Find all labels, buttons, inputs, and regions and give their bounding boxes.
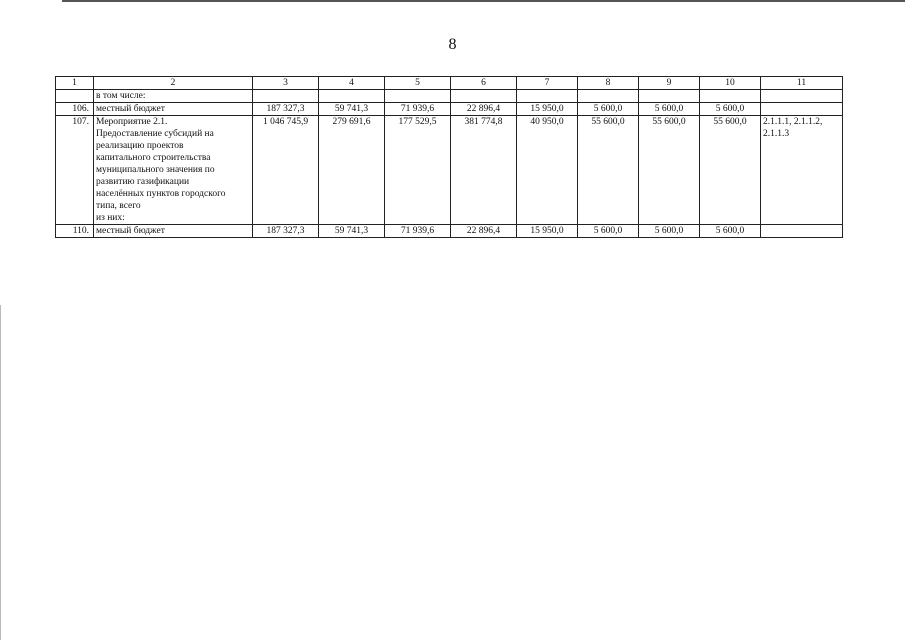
value-cell: 15 950,0 bbox=[517, 103, 578, 116]
value-cell: 59 741,3 bbox=[319, 225, 385, 238]
value-cell: 59 741,3 bbox=[319, 103, 385, 116]
table-row bbox=[56, 116, 843, 225]
row-name-line: капитального строительства bbox=[96, 153, 211, 163]
reference-line: 2.1.1.3 bbox=[763, 129, 790, 139]
scan-edge-line bbox=[0, 305, 1, 640]
subheader-label: в том числе: bbox=[94, 90, 253, 103]
header-cell: 1 bbox=[56, 77, 94, 90]
empty-cell bbox=[639, 90, 700, 103]
header-cell: 10 bbox=[700, 77, 761, 90]
value-cell: 5 600,0 bbox=[578, 225, 639, 238]
header-cell: 7 bbox=[517, 77, 578, 90]
row-name-line: из них: bbox=[96, 213, 125, 223]
value-cell: 40 950,0 bbox=[517, 116, 578, 225]
budget-table bbox=[55, 76, 843, 238]
value-cell: 381 774,8 bbox=[451, 116, 517, 225]
value-cell: 55 600,0 bbox=[578, 116, 639, 225]
row-name-line: местный бюджет bbox=[96, 104, 165, 114]
header-cell: 4 bbox=[319, 77, 385, 90]
value-cell: 22 896,4 bbox=[451, 103, 517, 116]
value-cell: 5 600,0 bbox=[700, 225, 761, 238]
row-number-cell: 107. bbox=[56, 116, 94, 225]
empty-cell bbox=[319, 90, 385, 103]
row-name-line: типа, всего bbox=[96, 201, 141, 211]
row-name-cell bbox=[94, 103, 253, 116]
top-border-line bbox=[62, 0, 905, 2]
header-cell: 8 bbox=[578, 77, 639, 90]
empty-cell bbox=[578, 90, 639, 103]
value-cell: 15 950,0 bbox=[517, 225, 578, 238]
row-name-line: местный бюджет bbox=[96, 226, 165, 236]
empty-cell bbox=[385, 90, 451, 103]
table-row-subheader bbox=[56, 90, 843, 103]
value-cell: 22 896,4 bbox=[451, 225, 517, 238]
header-cell: 11 bbox=[761, 77, 843, 90]
row-name-line: развитию газификации bbox=[96, 177, 190, 187]
row-name-cell bbox=[94, 225, 253, 238]
header-cell: 9 bbox=[639, 77, 700, 90]
empty-cell bbox=[517, 90, 578, 103]
row-number-cell bbox=[56, 90, 94, 103]
value-cell: 177 529,5 bbox=[385, 116, 451, 225]
header-cell: 3 bbox=[253, 77, 319, 90]
reference-cell bbox=[761, 225, 843, 238]
row-name-cell bbox=[94, 116, 253, 225]
value-cell: 5 600,0 bbox=[700, 103, 761, 116]
reference-cell bbox=[761, 103, 843, 116]
row-name-line: Мероприятие 2.1. bbox=[96, 117, 168, 127]
row-name-line: Предоставление субсидий на bbox=[96, 129, 214, 139]
empty-cell bbox=[451, 90, 517, 103]
row-name-line: населённых пунктов городского bbox=[96, 189, 226, 199]
row-name-line: муниципального значения по bbox=[96, 165, 215, 175]
value-cell: 187 327,3 bbox=[253, 225, 319, 238]
header-cell: 6 bbox=[451, 77, 517, 90]
value-cell: 187 327,3 bbox=[253, 103, 319, 116]
empty-cell bbox=[700, 90, 761, 103]
reference-line: 2.1.1.1, 2.1.1.2, bbox=[763, 117, 823, 127]
header-cell: 5 bbox=[385, 77, 451, 90]
value-cell: 55 600,0 bbox=[700, 116, 761, 225]
empty-cell bbox=[761, 90, 843, 103]
value-cell: 1 046 745,9 bbox=[253, 116, 319, 225]
table-row bbox=[56, 103, 843, 116]
table-row bbox=[56, 225, 843, 238]
row-number-cell: 106. bbox=[56, 103, 94, 116]
reference-cell bbox=[761, 116, 843, 225]
value-cell: 71 939,6 bbox=[385, 103, 451, 116]
value-cell: 5 600,0 bbox=[639, 225, 700, 238]
value-cell: 5 600,0 bbox=[639, 103, 700, 116]
value-cell: 55 600,0 bbox=[639, 116, 700, 225]
row-number-cell: 110. bbox=[56, 225, 94, 238]
table-header-row bbox=[56, 77, 843, 90]
page-number: 8 bbox=[448, 36, 457, 53]
value-cell: 71 939,6 bbox=[385, 225, 451, 238]
header-cell: 2 bbox=[94, 77, 253, 90]
row-name-line: реализацию проектов bbox=[96, 141, 184, 151]
value-cell: 5 600,0 bbox=[578, 103, 639, 116]
empty-cell bbox=[253, 90, 319, 103]
value-cell: 279 691,6 bbox=[319, 116, 385, 225]
